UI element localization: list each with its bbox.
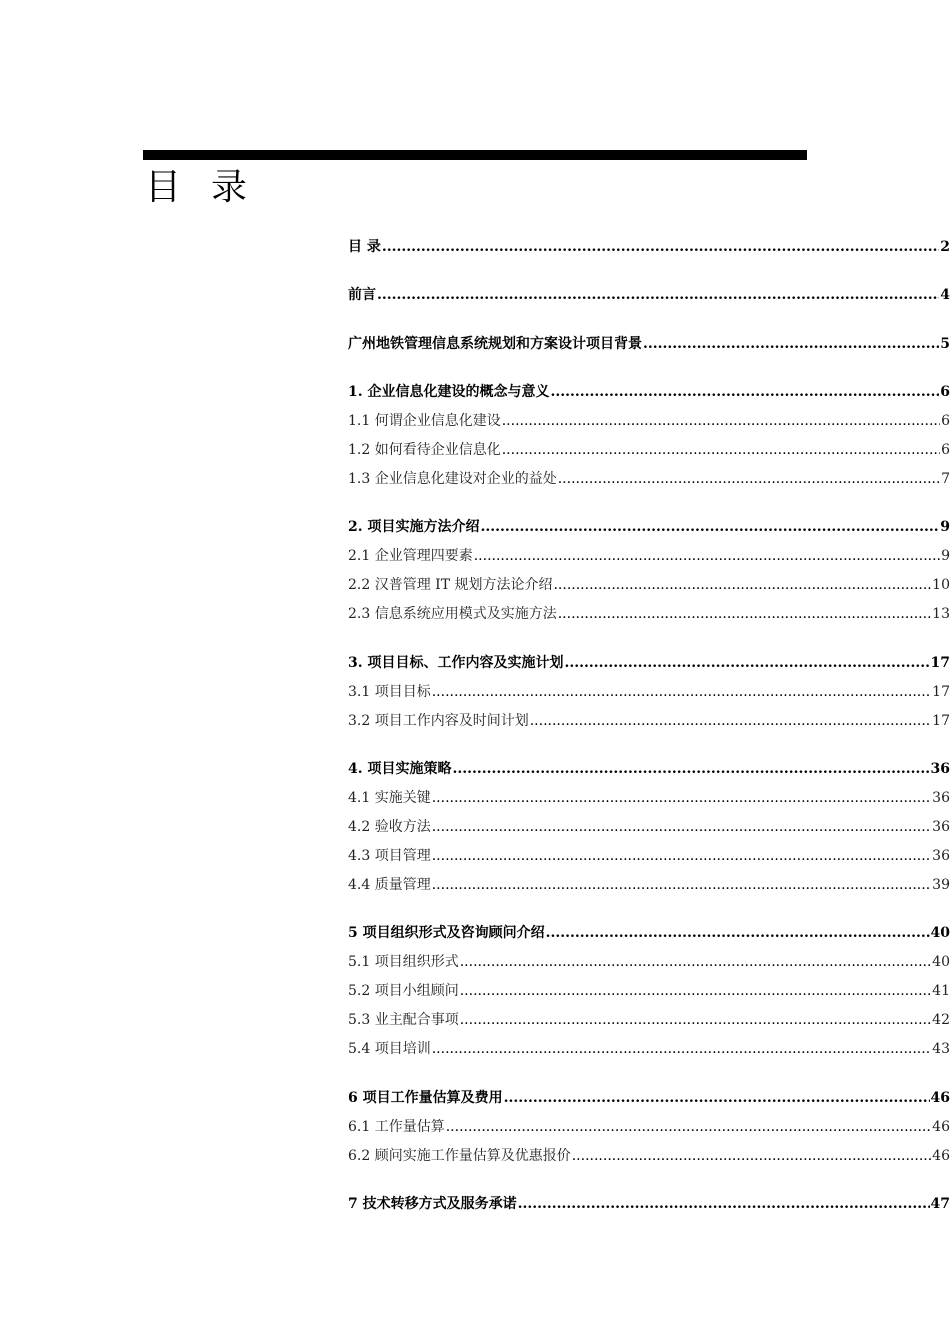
toc-leader-dots: [432, 789, 931, 807]
toc-entry-label: 6 项目工作量估算及费用: [348, 1090, 503, 1106]
toc-entry-page: 39: [932, 877, 950, 893]
toc-entry-page: 41: [932, 983, 950, 999]
toc-entry-label: 1.1 何谓企业信息化建设: [348, 413, 501, 429]
toc-entry[interactable]: [348, 466, 950, 488]
toc-entry-page: 10: [932, 577, 950, 593]
toc-entry[interactable]: [348, 872, 950, 894]
toc-entry-label: 广州地铁管理信息系统规划和方案设计项目背景: [348, 336, 642, 352]
toc-leader-dots: [460, 953, 931, 971]
toc-entry-page: 9: [941, 548, 950, 564]
toc-leader-dots: [382, 238, 939, 256]
toc-entry[interactable]: [348, 543, 950, 565]
toc-entry-label: 4. 项目实施策略: [348, 761, 452, 777]
toc-entry[interactable]: [348, 331, 950, 353]
toc-entry-page: 13: [932, 606, 950, 622]
toc-leader-dots: [446, 1118, 931, 1136]
toc-leader-dots: [530, 712, 931, 730]
toc-entry[interactable]: [348, 282, 950, 304]
toc-entry-page: 40: [930, 925, 950, 941]
page-title: 目录: [145, 167, 278, 208]
toc-entry-label: 2.3 信息系统应用模式及实施方法: [348, 606, 557, 622]
toc-leader-dots: [643, 335, 939, 353]
toc-entry-label: 1.3 企业信息化建设对企业的益处: [348, 471, 557, 487]
toc-entry-page: 4: [940, 287, 950, 303]
toc-entry-label: 7 技术转移方式及服务承诺: [348, 1196, 517, 1212]
toc-entry-page: 36: [932, 819, 950, 835]
toc-leader-dots: [502, 412, 940, 430]
toc-entry-page: 46: [930, 1090, 950, 1106]
toc-entry-page: 46: [932, 1148, 950, 1164]
toc-leader-dots: [553, 576, 931, 594]
toc-entry-label: 3.1 项目目标: [348, 684, 431, 700]
toc-leader-dots: [558, 470, 940, 488]
toc-entry-page: 36: [932, 790, 950, 806]
toc-entry-page: 43: [932, 1041, 950, 1057]
toc-entry-label: 5.1 项目组织形式: [348, 954, 459, 970]
toc-leader-dots: [518, 1195, 930, 1213]
toc-entry-page: 40: [932, 954, 950, 970]
toc-leader-dots: [558, 605, 931, 623]
toc-entry-label: 4.3 项目管理: [348, 848, 431, 864]
toc-leader-dots: [504, 1089, 930, 1107]
toc-leader-dots: [502, 441, 940, 459]
toc-entry-label: 5 项目组织形式及咨询顾问介绍: [348, 925, 545, 941]
toc-entry[interactable]: [348, 814, 950, 836]
toc-leader-dots: [481, 518, 940, 536]
toc-entry-label: 5.4 项目培训: [348, 1041, 431, 1057]
toc-entry-page: 36: [930, 761, 950, 777]
toc-entry-label: 3.2 项目工作内容及时间计划: [348, 713, 529, 729]
toc-entry-label: 6.2 顾问实施工作量估算及优惠报价: [348, 1148, 571, 1164]
toc-entry-page: 42: [932, 1012, 950, 1028]
toc-entry-label: 4.4 质量管理: [348, 877, 431, 893]
toc-entry-label: 前言: [348, 287, 376, 303]
toc-entry[interactable]: [348, 234, 950, 256]
toc-leader-dots: [432, 683, 931, 701]
toc-entry-label: 3. 项目目标、工作内容及实施计划: [348, 655, 564, 671]
toc-entry-label: 5.2 项目小组顾问: [348, 983, 459, 999]
toc-entry-label: 1. 企业信息化建设的概念与意义: [348, 384, 550, 400]
toc-leader-dots: [551, 383, 940, 401]
toc-entry-page: 47: [930, 1196, 950, 1212]
toc-entry[interactable]: [348, 408, 950, 430]
toc-entry[interactable]: [348, 514, 950, 536]
toc-entry[interactable]: [348, 379, 950, 401]
toc-entry-label: 2.2 汉普管理 IT 规划方法论介绍: [348, 577, 553, 593]
toc-entry[interactable]: [348, 1036, 950, 1058]
toc-entry-page: 6: [941, 413, 950, 429]
toc-leader-dots: [474, 547, 940, 565]
toc-entry[interactable]: [348, 978, 950, 1000]
toc-entry-label: 5.3 业主配合事项: [348, 1012, 459, 1028]
toc-entry[interactable]: [348, 1191, 950, 1213]
toc-leader-dots: [432, 818, 931, 836]
toc-entry-page: 5: [940, 336, 950, 352]
toc-leader-dots: [460, 1011, 931, 1029]
toc-leader-dots: [432, 847, 931, 865]
toc-entry-label: 4.1 实施关键: [348, 790, 431, 806]
toc-entry-label: 4.2 验收方法: [348, 819, 431, 835]
toc-entry[interactable]: [348, 601, 950, 623]
toc-entry[interactable]: [348, 437, 950, 459]
toc-entry-page: 17: [932, 684, 950, 700]
table-of-contents: [348, 0, 950, 1344]
toc-leader-dots: [377, 286, 939, 304]
toc-entry[interactable]: [348, 843, 950, 865]
toc-leader-dots: [572, 1147, 931, 1165]
toc-entry-page: 17: [930, 655, 950, 671]
toc-entry[interactable]: [348, 756, 950, 778]
toc-leader-dots: [565, 654, 930, 672]
toc-entry-label: 2.1 企业管理四要素: [348, 548, 473, 564]
toc-entry-label: 目 录: [348, 239, 381, 255]
toc-leader-dots: [546, 924, 930, 942]
toc-entry[interactable]: [348, 572, 950, 594]
toc-entry[interactable]: [348, 920, 950, 942]
toc-leader-dots: [432, 1040, 931, 1058]
toc-entry-label: 2. 项目实施方法介绍: [348, 519, 480, 535]
toc-entry[interactable]: [348, 650, 950, 672]
toc-entry[interactable]: [348, 1143, 950, 1165]
toc-entry-page: 17: [932, 713, 950, 729]
toc-entry-page: 7: [941, 471, 950, 487]
toc-entry[interactable]: [348, 1007, 950, 1029]
toc-entry-page: 36: [932, 848, 950, 864]
toc-entry-label: 1.2 如何看待企业信息化: [348, 442, 501, 458]
toc-entry[interactable]: [348, 679, 950, 701]
toc-leader-dots: [432, 876, 931, 894]
toc-entry-page: 6: [941, 442, 950, 458]
toc-leader-dots: [460, 982, 931, 1000]
toc-entry-page: 2: [940, 239, 950, 255]
toc-entry[interactable]: [348, 1114, 950, 1136]
toc-entry-page: 6: [940, 384, 950, 400]
toc-entry[interactable]: [348, 1085, 950, 1107]
toc-entry-page: 9: [940, 519, 950, 535]
toc-entry-page: 46: [932, 1119, 950, 1135]
toc-leader-dots: [453, 760, 930, 778]
toc-entry-label: 6.1 工作量估算: [348, 1119, 445, 1135]
toc-entry[interactable]: [348, 785, 950, 807]
toc-entry[interactable]: [348, 949, 950, 971]
toc-entry[interactable]: [348, 708, 950, 730]
